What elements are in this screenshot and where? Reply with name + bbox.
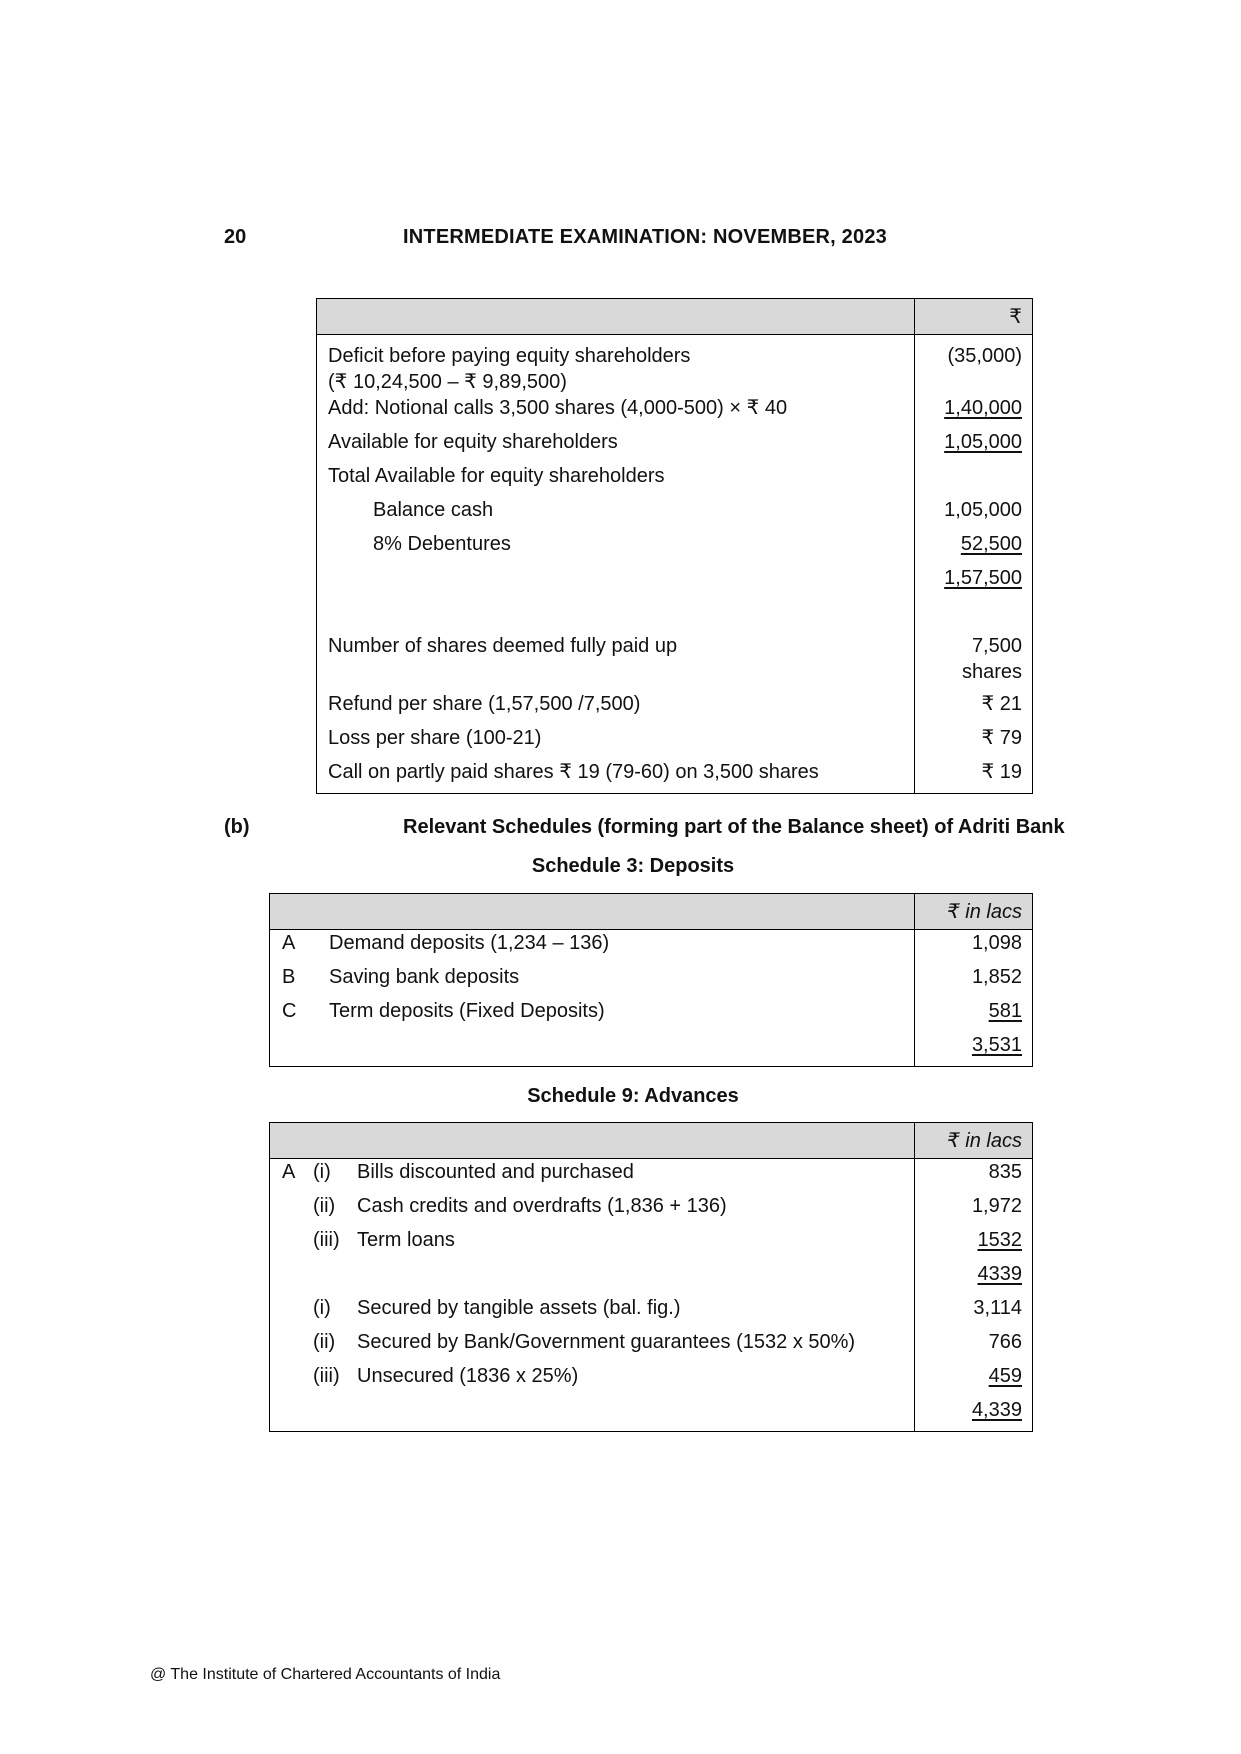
header-blank-cell bbox=[270, 1123, 915, 1159]
row-amount: 3,114 bbox=[915, 1295, 1033, 1329]
section-label: (b) bbox=[224, 816, 250, 838]
table-header-row bbox=[270, 1123, 1033, 1159]
table-row bbox=[317, 759, 1033, 794]
blank-cell bbox=[270, 1397, 314, 1432]
table-row bbox=[317, 463, 1033, 497]
section-title: Relevant Schedules (forming part of the Balance sheet) of Adriti Bank bbox=[403, 816, 1065, 838]
refund-computation-table bbox=[316, 298, 1033, 794]
row-number: (i) bbox=[313, 1297, 331, 1319]
row-letter bbox=[270, 1227, 314, 1261]
table-row bbox=[317, 565, 1033, 599]
subtotal-amount bbox=[915, 1261, 1033, 1295]
underlined-amount: 1,57,500 bbox=[944, 567, 1022, 589]
row-label: Refund per share (1,57,500 /7,500) bbox=[328, 693, 641, 715]
schedule-9-advances-table bbox=[269, 1122, 1033, 1432]
page-header-title: INTERMEDIATE EXAMINATION: NOVEMBER, 2023 bbox=[403, 226, 887, 248]
row-label: Secured by tangible assets (bal. fig.) bbox=[357, 1297, 681, 1319]
header-blank-cell bbox=[270, 894, 915, 930]
table-row bbox=[270, 1159, 1033, 1194]
underlined-amount: 4339 bbox=[977, 1263, 1022, 1285]
total-amount bbox=[915, 1397, 1033, 1432]
blank-cell bbox=[313, 1261, 357, 1295]
blank-cell bbox=[357, 1261, 915, 1295]
unit-header: ₹ in lacs bbox=[915, 1123, 1033, 1159]
table-row bbox=[317, 531, 1033, 565]
blank-row bbox=[317, 599, 1033, 633]
unit-header: ₹ in lacs bbox=[915, 894, 1033, 930]
underlined-amount: 4,339 bbox=[971, 1399, 1022, 1421]
header-blank-cell bbox=[317, 299, 915, 335]
row-label: Total Available for equity shareholders bbox=[328, 465, 665, 487]
row-number: (ii) bbox=[313, 1195, 336, 1217]
row-amount: 1,852 bbox=[915, 964, 1033, 998]
row-label: Secured by Bank/Government guarantees (1532 x 50%) bbox=[357, 1331, 856, 1353]
row-amount bbox=[915, 565, 1033, 599]
table-row bbox=[317, 429, 1033, 463]
total-amount bbox=[915, 1032, 1033, 1067]
underlined-amount: 3,531 bbox=[971, 1034, 1022, 1056]
row-label: Loss per share (100-21) bbox=[328, 727, 542, 749]
table-row bbox=[270, 964, 1033, 998]
underlined-amount: 1,40,000 bbox=[944, 397, 1022, 419]
blank-cell bbox=[270, 1261, 314, 1295]
row-amount bbox=[915, 429, 1033, 463]
row-letter: C bbox=[282, 1000, 297, 1022]
row-label: Saving bank deposits bbox=[329, 966, 520, 988]
table-row bbox=[270, 1363, 1033, 1397]
underlined-amount: 581 bbox=[988, 1000, 1022, 1022]
table-header-row bbox=[270, 894, 1033, 930]
page-footer: @ The Institute of Chartered Accountants of India bbox=[150, 1666, 501, 1683]
row-amount: 835 bbox=[915, 1159, 1033, 1194]
row-label: Bills discounted and purchased bbox=[357, 1161, 634, 1183]
row-letter: B bbox=[282, 966, 296, 988]
row-amount-line1: 7,500 bbox=[971, 635, 1022, 657]
table-row bbox=[270, 998, 1033, 1032]
page-number: 20 bbox=[224, 226, 247, 248]
blank-cell bbox=[270, 1295, 314, 1329]
row-amount-line2: shares bbox=[961, 661, 1022, 683]
row-label: Balance cash bbox=[373, 499, 494, 521]
table-row bbox=[270, 1227, 1033, 1261]
table-row bbox=[317, 633, 1033, 691]
schedule-9-title: Schedule 9: Advances bbox=[527, 1085, 739, 1107]
row-label: Cash credits and overdrafts (1,836 + 136) bbox=[357, 1195, 727, 1217]
schedule-3-deposits-table bbox=[269, 893, 1033, 1067]
underlined-amount: 1532 bbox=[977, 1229, 1022, 1251]
table-row bbox=[270, 1193, 1033, 1227]
row-label: 8% Debentures bbox=[373, 533, 511, 555]
row-amount bbox=[915, 633, 1033, 691]
blank-cell bbox=[270, 1363, 314, 1397]
table-row bbox=[270, 1295, 1033, 1329]
blank-cell bbox=[329, 1032, 915, 1067]
table-row bbox=[317, 691, 1033, 725]
table-row bbox=[317, 497, 1033, 531]
table-row bbox=[317, 395, 1033, 429]
row-number: (iii) bbox=[313, 1229, 340, 1251]
row-label-line2: (₹ 10,24,500 – ₹ 9,89,500) bbox=[328, 371, 567, 393]
row-amount: 1,098 bbox=[915, 930, 1033, 965]
row-label: Term loans bbox=[357, 1229, 455, 1251]
row-amount bbox=[915, 1227, 1033, 1261]
row-amount bbox=[915, 1363, 1033, 1397]
table-row bbox=[317, 725, 1033, 759]
row-number: (iii) bbox=[313, 1365, 340, 1387]
row-amount bbox=[915, 531, 1033, 565]
row-amount: ₹ 19 bbox=[915, 759, 1033, 794]
total-row bbox=[270, 1397, 1033, 1432]
table-row bbox=[270, 1329, 1033, 1363]
row-amount: ₹ 21 bbox=[915, 691, 1033, 725]
row-amount bbox=[915, 998, 1033, 1032]
blank-cell bbox=[270, 1032, 330, 1067]
table-row bbox=[317, 335, 1033, 396]
row-label bbox=[317, 335, 915, 396]
schedule-3-title: Schedule 3: Deposits bbox=[531, 855, 735, 877]
underlined-amount: 52,500 bbox=[960, 533, 1022, 555]
blank-cell bbox=[317, 599, 915, 633]
table-header-row bbox=[317, 299, 1033, 335]
row-label bbox=[317, 565, 915, 599]
row-label: Unsecured (1836 x 25%) bbox=[357, 1365, 579, 1387]
row-number: (i) bbox=[313, 1161, 331, 1183]
row-letter bbox=[270, 1193, 314, 1227]
total-row bbox=[270, 1032, 1033, 1067]
blank-cell bbox=[357, 1397, 915, 1432]
row-label: Call on partly paid shares ₹ 19 (79-60) on 3,500 shares bbox=[328, 761, 819, 783]
row-letter: A bbox=[282, 932, 296, 954]
row-amount bbox=[915, 395, 1033, 429]
row-amount: 1,972 bbox=[915, 1193, 1033, 1227]
table-row bbox=[270, 930, 1033, 965]
subtotal-row bbox=[270, 1261, 1033, 1295]
row-amount: ₹ 79 bbox=[915, 725, 1033, 759]
row-amount: 1,05,000 bbox=[915, 497, 1033, 531]
row-number: (ii) bbox=[313, 1331, 336, 1353]
row-amount: (35,000) bbox=[915, 335, 1033, 396]
row-label: Term deposits (Fixed Deposits) bbox=[329, 1000, 605, 1022]
row-label: Add: Notional calls 3,500 shares (4,000-500) × ₹ 40 bbox=[328, 397, 788, 419]
row-label-line1: Deficit before paying equity shareholders bbox=[328, 345, 691, 367]
underlined-amount: 459 bbox=[988, 1365, 1022, 1387]
row-amount bbox=[915, 463, 1033, 497]
row-label: Demand deposits (1,234 – 136) bbox=[329, 932, 610, 954]
row-amount: 766 bbox=[915, 1329, 1033, 1363]
row-label: Number of shares deemed fully paid up bbox=[328, 635, 678, 657]
underlined-amount: 1,05,000 bbox=[944, 431, 1022, 453]
blank-cell bbox=[270, 1329, 314, 1363]
row-letter: A bbox=[282, 1161, 296, 1183]
blank-cell bbox=[313, 1397, 357, 1432]
row-label: Available for equity shareholders bbox=[328, 431, 618, 453]
blank-amount-cell bbox=[915, 599, 1033, 633]
currency-header: ₹ bbox=[915, 299, 1033, 335]
